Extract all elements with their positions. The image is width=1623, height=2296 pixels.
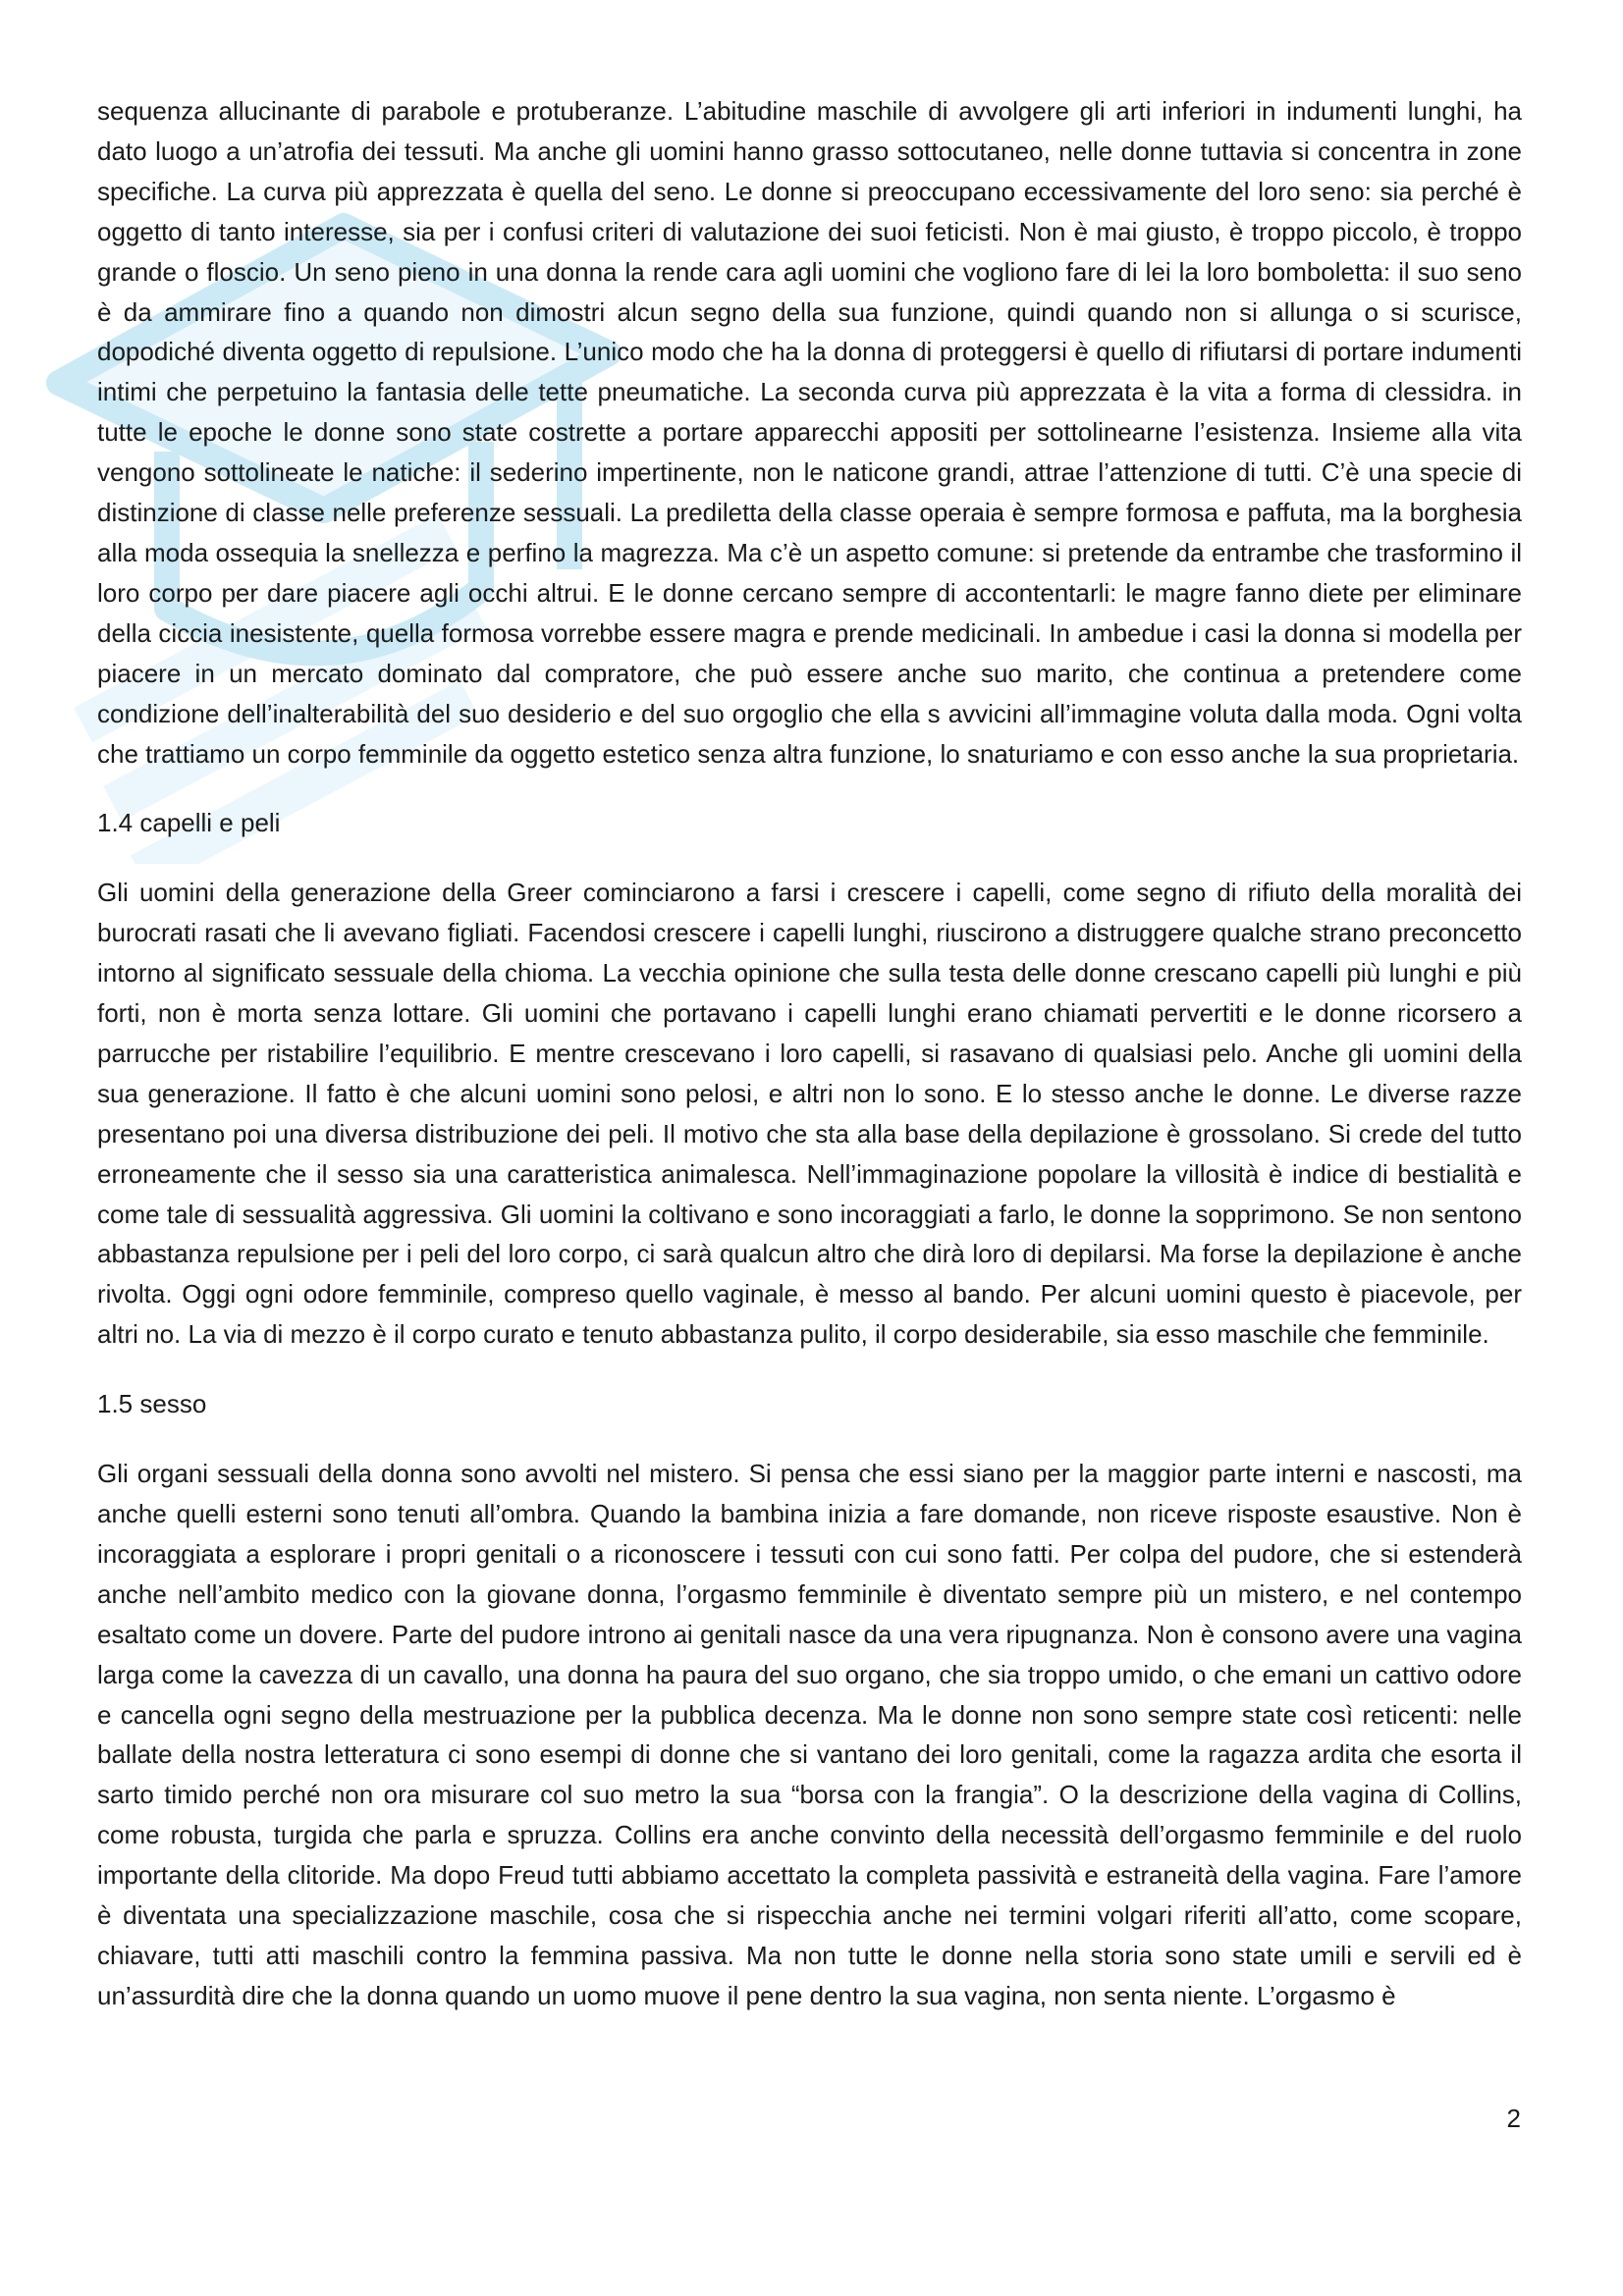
section-heading-hair: 1.4 capelli e peli [97,808,281,838]
paragraph-hair: Gli uomini della generazione della Greer cominciarono a farsi i crescere i capelli, come segno di rifiuto della moralità dei burocrati rasati che li avevano figliati. Facendosi crescere i capelli lunghi, riuscirono a distruggere qualche strano preconcetto intorno al significato sessuale della chioma. La vecchia opinione che sulla testa delle donne crescano capelli più lunghi e più forti, non è morta senza lottare. Gli uomini che portavano i capelli lunghi erano chiamati pervertiti e le donne ricorsero a parrucche per ristabilire l’equilibrio. E mentre crescevano i loro capelli, si rasavano di qualsiasi pelo. Anche gli uomini della sua generazione. Il fatto è che alcuni uomini sono pelosi, e altri non lo sono. E lo stesso anche le donne. Le diverse razze presentano poi una diversa distribuzione dei peli. Il motivo che sta alla base della depilazione è grossolano. Si crede del tutto erroneamente che il sesso sia una caratteristica animalesca. Nell’immaginazione popolare la villosità è indice di bestialità e come tale di sessualità aggressiva. Gli uomini la coltivano e sono incoraggiati a farlo, le donne la sopprimono. Se non sentono abbastanza repulsione per i peli del loro corpo, ci sarà qualcun altro che dirà loro di depilarsi. Ma forse la depilazione è anche rivolta. Oggi ogni odore femminile, compreso quello vaginale, è messo al bando. Per alcuni uomini questo è piacevole, per altri no. La via di mezzo è il corpo curato e tenuto abbastanza pulito, il corpo desiderabile, sia esso maschile che femminile. [97,878,1522,1350]
page-number: 2 [1506,2104,1521,2133]
paragraph-sex: Gli organi sessuali della donna sono avvolti nel mistero. Si pensa che essi siano per la maggior parte interni e nascosti, ma anche quelli esterni sono tenuti all’ombra. Quando la bambina inizia a fare domande, non riceve risposte esaustive. Non è incoraggiata a esplorare i propri genitali o a riconoscere i tessuti con cui sono fatti. Per colpa del pudore, che si estenderà anche nell’ambito medico con la giovane donna, l’orgasmo femminile è diventato sempre più un mistero, e nel contempo esaltato come un dovere. Parte del pudore introno ai genitali nasce da una vera ripugnanza. Non è consono avere una vagina larga come la cavezza di un cavallo, una donna ha paura del suo organo, che sia troppo umido, o che emani un cattivo odore e cancella ogni segno della mestruazione per la pubblica decenza. Ma le donne non sono sempre state così reticenti: nelle ballate della nostra letteratura ci sono esempi di donne che si vantano dei loro genitali, come la ragazza ardita che esorta il sarto timido perché non ora misurare col suo metro la sua “borsa con la frangia”. O la descrizione della vagina di Collins, come robusta, turgida che parla e spruzza. Collins era anche convinto della necessità dell’orgasmo femminile e del ruolo importante della clitoride. Ma dopo Freud tutti abbiamo accettato la completa passività e estraneità della vagina. Fare l’amore è diventata una specializzazione maschile, cosa che si rispecchia anche nei termini volgari riferiti all’atto, come scopare, chiavare, tutti atti maschili contro la femmina passiva. Ma non tutte le donne nella storia sono state umili e servili ed è un’assurdità dire che la donna quando un uomo muove il pene dentro la sua vagina, non senta niente. L’orgasmo è [97,1459,1522,2010]
paragraph-body-shape: sequenza allucinante di parabole e protuberanze. L’abitudine maschile di avvolgere gli arti inferiori in indumenti lunghi, ha dato luogo a un’atrofia dei tessuti. Ma anche gli uomini hanno grasso sottocutaneo, nelle donne tuttavia si concentra in zone specifiche. La curva più apprezzata è quella del seno. Le donne si preoccupano eccessivamente del loro seno: sia perché è oggetto di tanto interesse, sia per i confusi criteri di valutazione dei suoi feticisti. Non è mai giusto, è troppo piccolo, è troppo grande o floscio. Un seno pieno in una donna la rende cara agli uomini che vogliono fare di lei la loro bomboletta: il suo seno è da ammirare fino a quando non dimostri alcun segno della sua funzione, quindi quando non si allunga o si scurisce, dopodiché diventa oggetto di repulsione. L’unico modo che ha la donna di proteggersi è quello di rifiutarsi di portare indumenti intimi che perpetuino la fantasia delle tette pneumatiche. La seconda curva più apprezzata è la vita a forma di clessidra. in tutte le epoche le donne sono state costrette a portare apparecchi appositi per sottolinearne l’esistenza. Insieme alla vita vengono sottolineate le natiche: il sederino impertinente, non le naticone grandi, attrae l’attenzione di tutti. C’è una specie di distinzione di classe nelle preferenze sessuali. La prediletta della classe operaia è sempre formosa e paffuta, ma la borghesia alla moda ossequia la snellezza e perfino la magrezza. Ma c’è un aspetto comune: si pretende da entrambe che trasformino il loro corpo per dare piacere agli occhi altrui. E le donne cercano sempre di accontentarli: le magre fanno diete per eliminare della ciccia inesistente, quella formosa vorrebbe essere magra e prende medicinali. In ambedue i casi la donna si modella per piacere in un mercato dominato dal compratore, che può essere anche suo marito, che continua a pretendere come condizione dell’inalterabilità del suo desiderio e del suo orgoglio che ella s avvicini all’immagine voluta dalla moda. Ogni volta che trattiamo un corpo femminile da oggetto estetico senza altra funzione, lo snaturiamo e con esso anche la sua proprietaria. [97,96,1522,769]
document-content [97,91,1522,2046]
section-heading-sex: 1.5 sesso [97,1389,207,1419]
